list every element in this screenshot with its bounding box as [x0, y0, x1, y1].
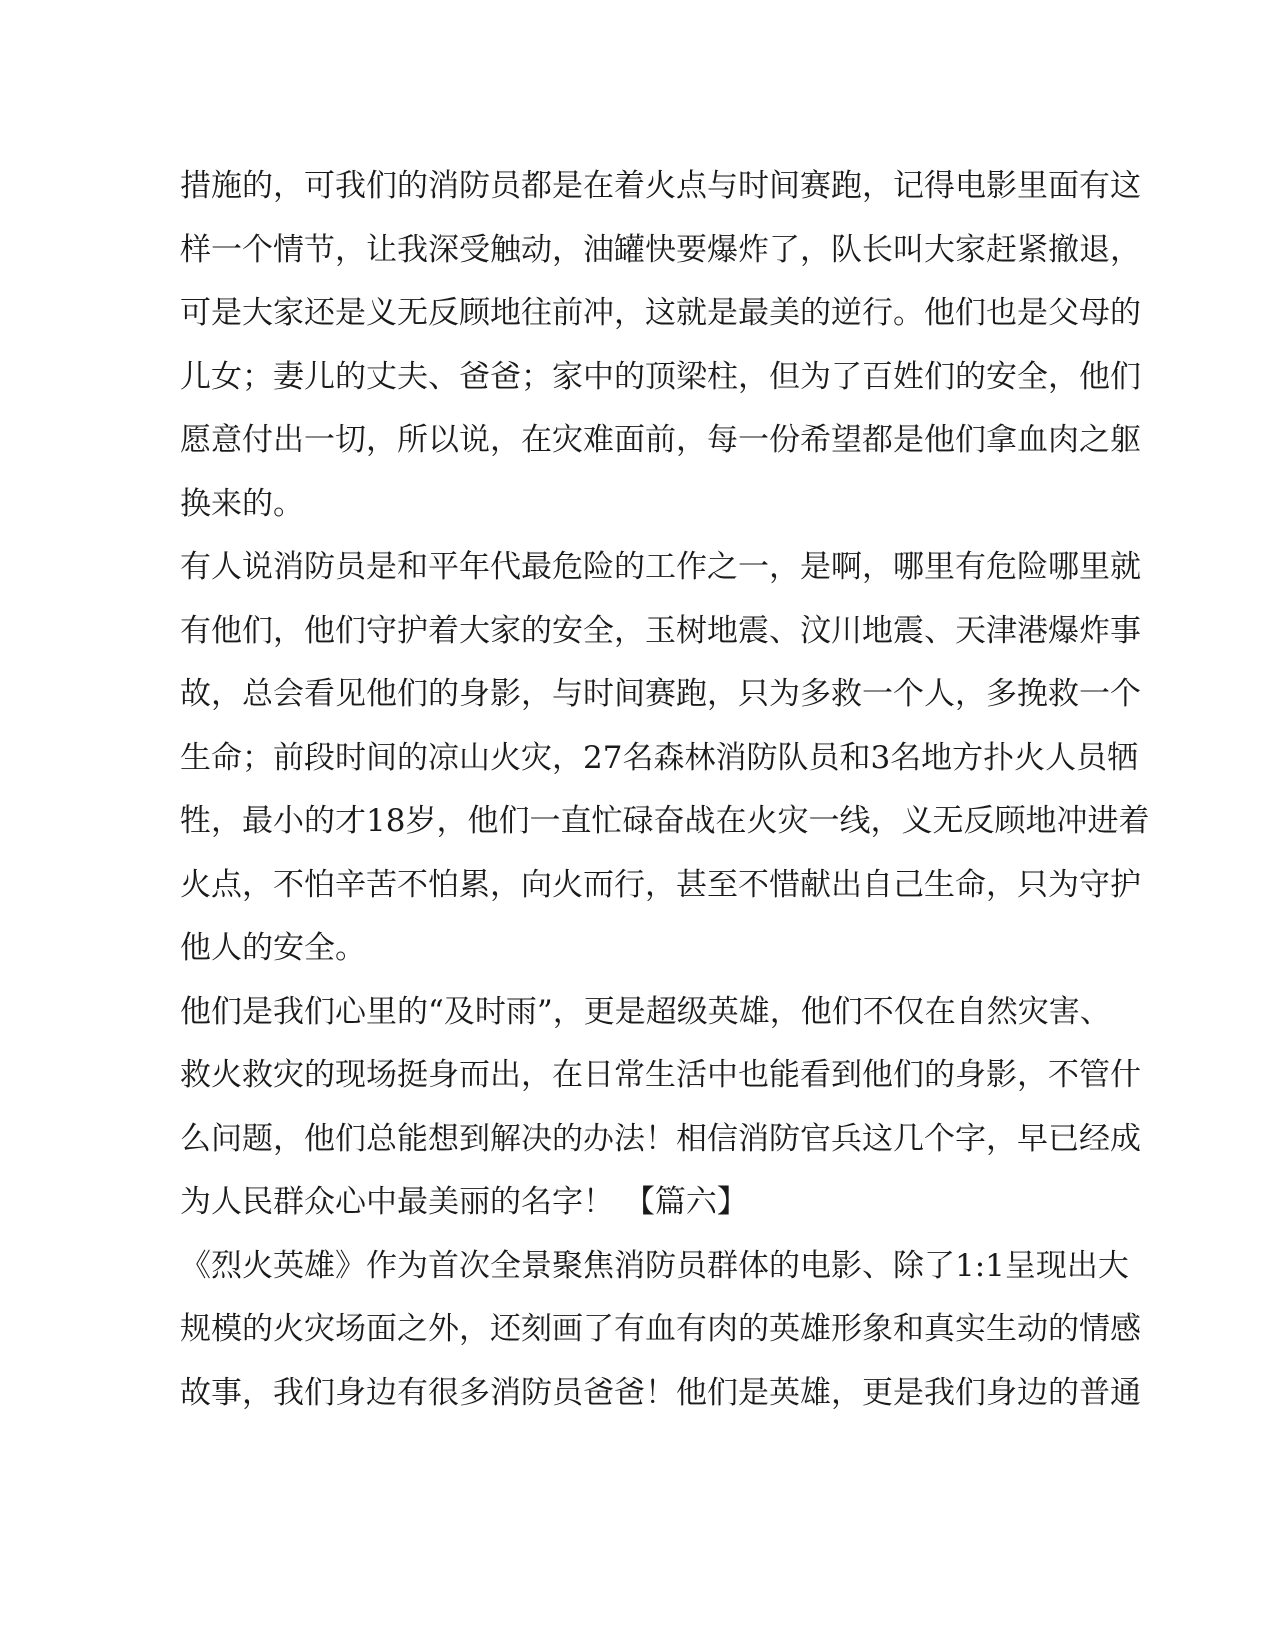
- text-line: 救火救灾的现场挺身而出，在日常生活中也能看到他们的身影，不管什: [180, 1057, 1141, 1093]
- text-line: 生命；前段时间的凉山火灾，27名森林消防队员和3名地方扑火人员牺: [180, 739, 1139, 776]
- body-text: [180, 155, 1150, 1425]
- text-line: 么问题，他们总能想到解决的办法！相信消防官兵这几个字，早已经成: [180, 1120, 1141, 1157]
- text-line: 措施的，可我们的消防员都是在着火点与时间赛跑，记得电影里面有这: [180, 168, 1141, 204]
- text-line: 规模的火灾场面之外，还刻画了有血有肉的英雄形象和真实生动的情感: [180, 1311, 1141, 1347]
- text-line: 牲，最小的才18岁，他们一直忙碌奋战在火灾一线，义无反顾地冲进着: [180, 803, 1150, 839]
- text-line: 他们是我们心里的“及时雨”，更是超级英雄，他们不仅在自然灾害、: [180, 993, 1111, 1030]
- text-line: 故事，我们身边有很多消防员爸爸！他们是英雄，更是我们身边的普通: [180, 1374, 1141, 1411]
- text-line: 为人民群众心中最美丽的名字！ 【篇六】: [180, 1184, 748, 1220]
- text-line: 有他们，他们守护着大家的安全，玉树地震、汶川地震、天津港爆炸事: [180, 612, 1141, 649]
- text-line: 儿女；妻儿的丈夫、爸爸；家中的顶梁柱，但为了百姓们的安全，他们: [180, 358, 1141, 395]
- text-line: 愿意付出一切，所以说，在灾难面前，每一份希望都是他们拿血肉之躯: [180, 422, 1141, 458]
- text-line: 有人说消防员是和平年代最危险的工作之一，是啊，哪里有危险哪里就: [180, 549, 1141, 585]
- text-line: 火点，不怕辛苦不怕累，向火而行，甚至不惜献出自己生命，只为守护: [180, 866, 1141, 903]
- text-line: 换来的。: [180, 485, 304, 522]
- text-line: 《烈火英雄》作为首次全景聚焦消防员群体的电影、除了1:1呈现出大: [180, 1247, 1129, 1284]
- text-line: 样一个情节，让我深受触动，油罐快要爆炸了，队长叫大家赶紧撤退，: [180, 231, 1141, 268]
- text-line: 故，总会看见他们的身影，与时间赛跑，只为多救一个人，多挽救一个: [180, 676, 1141, 712]
- text-line: 可是大家还是义无反顾地往前冲，这就是最美的逆行。他们也是父母的: [180, 295, 1141, 331]
- text-line: 他人的安全。: [180, 930, 366, 966]
